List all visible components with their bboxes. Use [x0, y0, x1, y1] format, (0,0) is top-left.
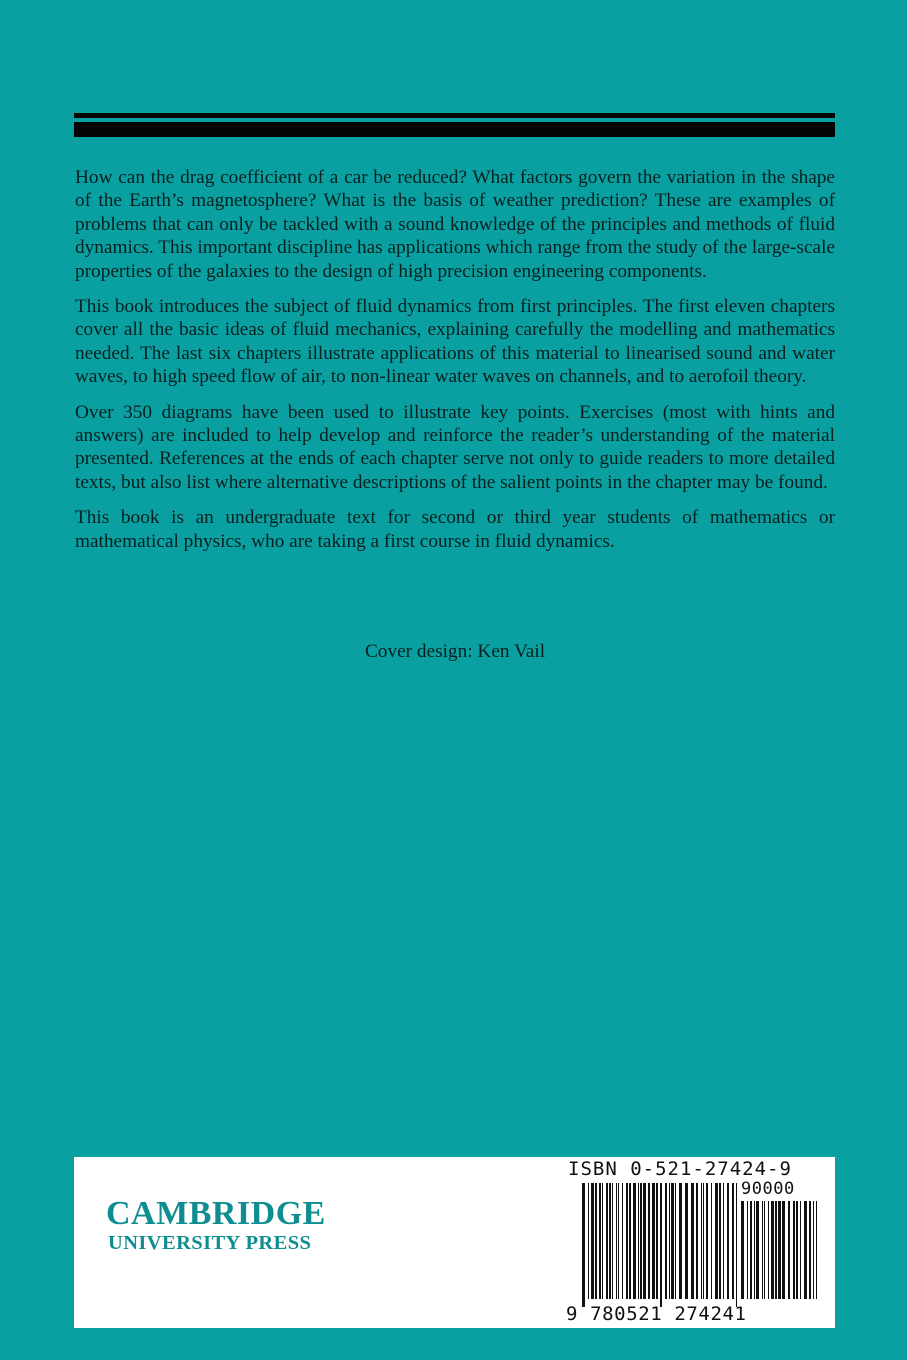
price-addon-code: 90000	[741, 1179, 795, 1199]
top-rule-thick	[74, 122, 835, 137]
blurb-paragraph-4: This book is an undergraduate text for second or third year students of mathematics or mathematical physics, who are taking a first course in fluid dynamics.	[75, 507, 835, 552]
back-cover-blurb	[75, 166, 835, 565]
addon-barcode-icon	[741, 1201, 821, 1307]
publisher-barcode-panel	[74, 1157, 835, 1328]
blurb-paragraph-2: This book introduces the subject of fluid dynamics from first principles. The first eleven chapters cover all the basic ideas of fluid mechanics, explaining carefully the modelling and mathematics needed. The last six chapters illustrate applications of this material to linearised sound and water waves, to high speed flow of air, to non-linear water waves on channels, and to aerofoil theory.	[75, 296, 835, 388]
blurb-paragraph-1: How can the drag coefficient of a car be reduced? What factors govern the variation in the shape of the Earth’s magnetosphere? What is the basis of weather prediction? These are examples of problems that can only be tackled with a sound knowledge of the principles and methods of fluid dynamics. This important discipline has applications which range from the study of the large-scale properties of the galaxies to the design of high precision engineering components.	[75, 167, 835, 282]
blurb-paragraph-3: Over 350 diagrams have been used to illustrate key points. Exercises (most with hints and answers) are included to help develop and reinforce the reader’s understanding of the material presented. References at the ends of each chapter serve not only to guide readers to more detailed texts, but also list where alternative descriptions of the salient points in the chapter may be found.	[75, 401, 835, 493]
ean-barcode-icon	[582, 1183, 739, 1307]
publisher-subtitle: UNIVERSITY PRESS	[108, 1232, 312, 1254]
ean-number: 9 780521 274241	[566, 1303, 747, 1325]
top-rule-thin	[74, 113, 835, 118]
cover-design-credit: Cover design: Ken Vail	[364, 641, 546, 662]
publisher-name: CAMBRIDGE	[106, 1195, 326, 1232]
isbn-text: ISBN 0-521-27424-9	[568, 1158, 792, 1180]
